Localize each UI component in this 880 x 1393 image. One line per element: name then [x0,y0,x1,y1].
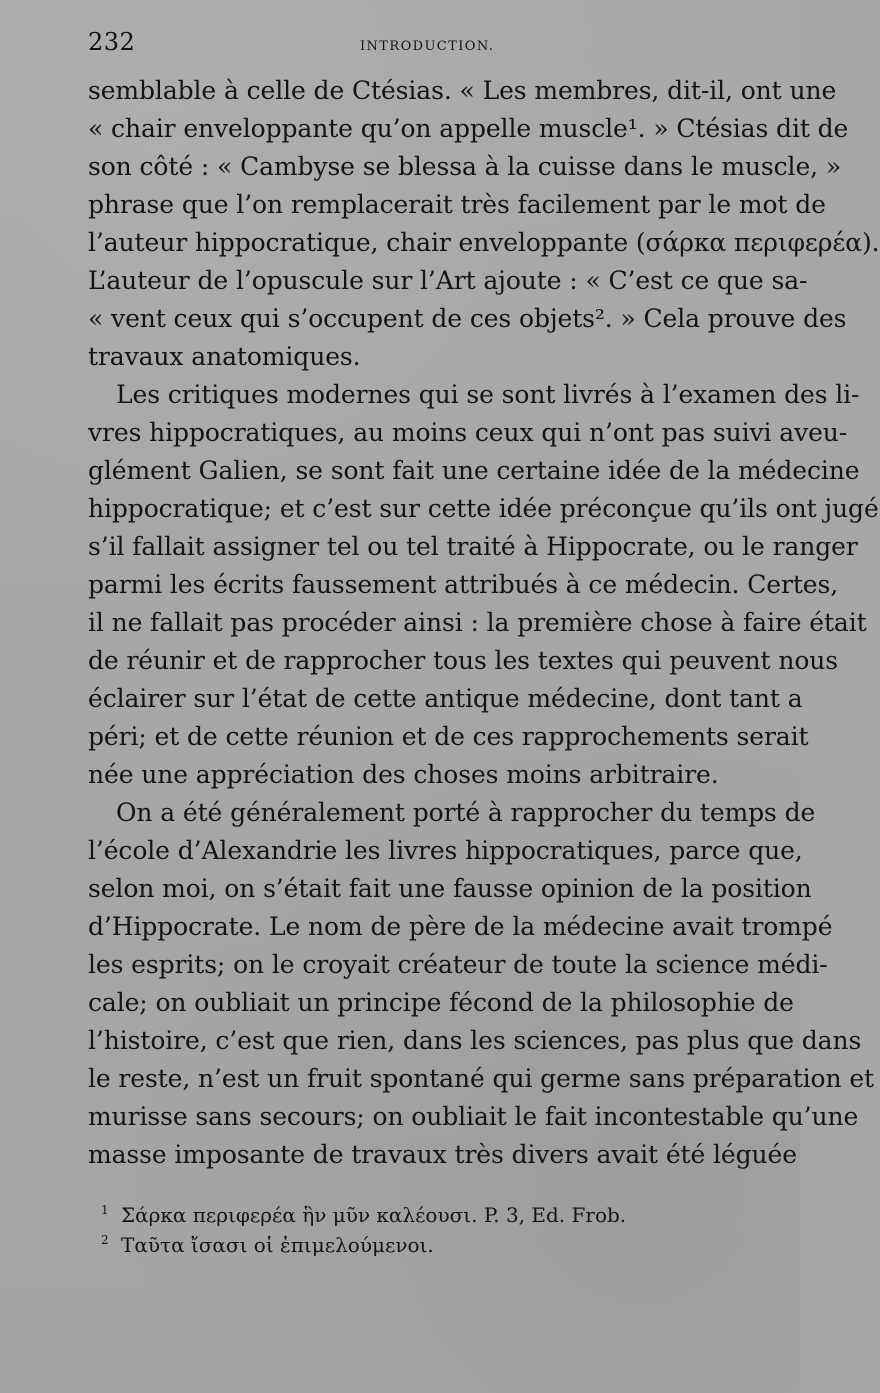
text-line: « vent ceux qui s’occupent de ces objets². » Cela prouve des [88,304,847,333]
text-line: masse imposante de travaux très divers avait été léguée [88,1140,797,1169]
page-number: 232 [88,28,136,56]
footnote-1 [101,1200,767,1230]
text-line: l’auteur hippocratique, chair enveloppante (σάρκα περιφερέα). [88,228,880,257]
text-line: « chair enveloppante qu’on appelle muscle¹. » Ctésias dit de [88,114,849,143]
text-line: l’histoire, c’est que rien, dans les sciences, pas plus que dans [88,1026,862,1055]
text-line: semblable à celle de Ctésias. « Les membres, dit-il, ont une [88,76,837,105]
text-line: le reste, n’est un fruit spontané qui germe sans préparation et [88,1064,874,1093]
text-line: cale; on oubliait un principe fécond de la philosophie de [88,988,794,1017]
text-line: L’auteur de l’opuscule sur l’Art ajoute : « C’est ce que sa- [88,266,808,295]
text-line: parmi les écrits faussement attribués à ce médecin. Certes, [88,570,839,599]
footnote-text: Σάρκα περιφερέα ἣν μῦν καλέουσι. P. 3, Ed. Frob. [121,1203,627,1227]
footnotes [101,1200,767,1260]
text-line: il ne fallait pas procéder ainsi : la première chose à faire était [88,608,867,637]
footnote-text: Ταῦτα ἴσασι οἱ ἐπιμελούμενοι. [121,1233,434,1257]
text-line: phrase que l’on remplacerait très facilement par le mot de [88,190,826,219]
text-line: péri; et de cette réunion et de ces rapprochements serait [88,722,809,751]
text-line: On a été généralement porté à rapprocher du temps de [116,798,816,827]
page-header [88,22,778,62]
text-line: s’il fallait assigner tel ou tel traité à Hippocrate, ou le ranger [88,532,858,561]
text-line: hippocratique; et c’est sur cette idée préconçue qu’ils ont jugé [88,494,879,523]
text-line: de réunir et de rapprocher tous les textes qui peuvent nous [88,646,839,675]
text-line: travaux anatomiques. [88,342,361,371]
text-line: selon moi, on s’était fait une fausse opinion de la position [88,874,812,903]
text-line: née une appréciation des choses moins arbitraire. [88,760,719,789]
running-head: INTRODUCTION. [360,39,495,54]
text-line: les esprits; on le croyait créateur de toute la science médi- [88,950,828,979]
text-line: Les critiques modernes qui se sont livrés à l’examen des li- [116,380,860,409]
footnote-mark: 2 [101,1233,109,1247]
text-line: glément Galien, se sont fait une certaine idée de la médecine [88,456,860,485]
main-text [88,72,880,1174]
footnote-2 [101,1230,767,1260]
text-line: murisse sans secours; on oubliait le fait incontestable qu’une [88,1102,859,1131]
text-line: son côté : « Cambyse se blessa à la cuisse dans le muscle, » [88,152,842,181]
text-line: vres hippocratiques, au moins ceux qui n’ont pas suivi aveu- [88,418,848,447]
text-line: d’Hippocrate. Le nom de père de la médecine avait trompé [88,912,833,941]
text-line: éclairer sur l’état de cette antique médecine, dont tant a [88,684,803,713]
footnote-mark: 1 [101,1203,109,1217]
text-line: l’école d’Alexandrie les livres hippocratiques, parce que, [88,836,803,865]
